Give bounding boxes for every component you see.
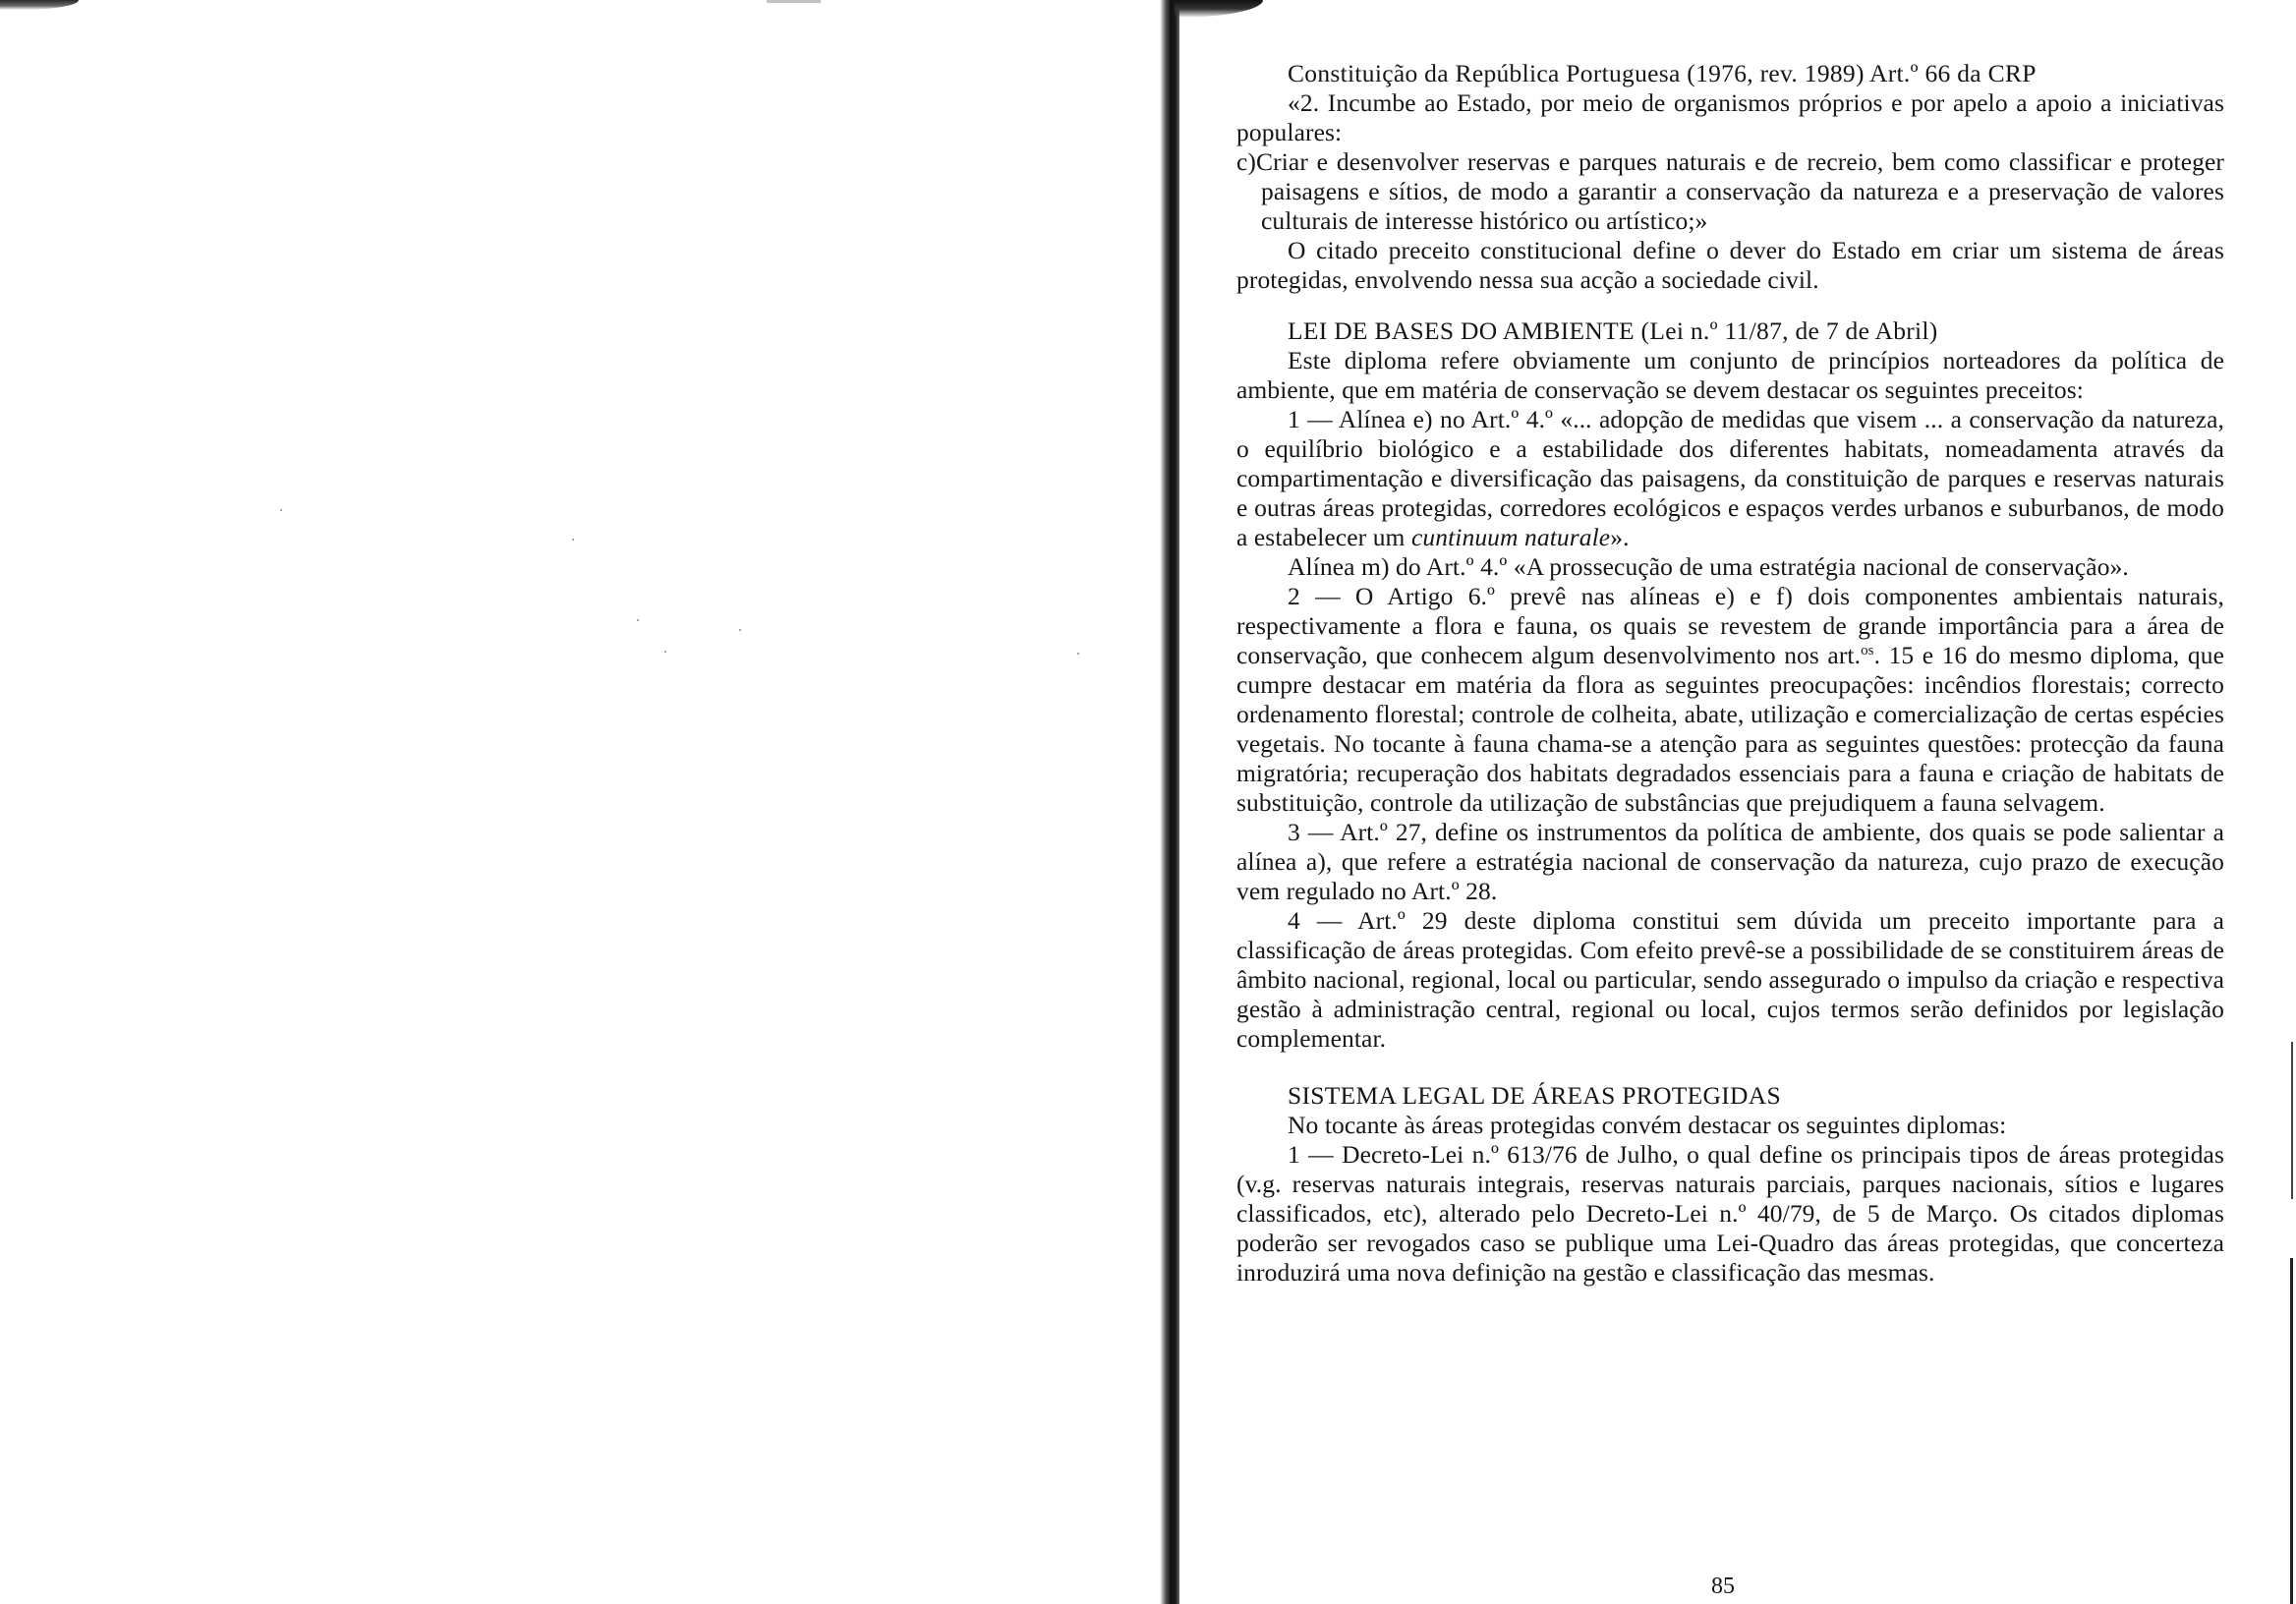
lba-item-2: [1236, 582, 2224, 818]
scan-speck: [637, 619, 639, 621]
lba-heading: LEI DE BASES DO AMBIENTE (Lei n.º 11/87, de 7 de Abril): [1288, 316, 1938, 345]
right-page-text: [1236, 59, 2224, 1288]
lba-item-1-text: 1 — Alínea e) no Art.º 4.º «... adopção de medidas que visem ... a conservação da natureza, o equilíbrio biológico e a estabilidade dos diferentes habitats, nomeadamenta através da compartimentação e diversificação das paisagens, da constituição de parques e reservas naturais e outras áreas protegidas, corredores ecológicos e espaços verdes urbanos e suburbanos, de modo a estabelecer um: [1236, 405, 2224, 551]
lba-item-1: [1236, 405, 2224, 552]
page-edge-shadow: [2290, 1258, 2293, 1604]
page-number: 85: [1711, 1574, 1735, 1599]
crp-commentary: O citado preceito constitucional define o dever do Estado em criar um sistema de áreas protegidas, envolvendo nessa sua acção a sociedade civil.: [1236, 236, 2224, 294]
lba-item-2-text: 2 — O Artigo 6.º prevê nas alíneas e) e f) dois componentes ambientais naturais, respectivamente a flora e fauna, os quais se revestem de grande importância para a área de conservação, que conhecem algum desenvolvimento nos art.: [1236, 582, 2224, 669]
scan-speck: [739, 629, 741, 631]
scan-speck: [572, 539, 574, 541]
scan-speck: [280, 509, 282, 511]
gutter-shadow: [1175, 0, 1263, 18]
section-gap: [1236, 295, 2224, 316]
page-corner-shadow: [0, 0, 79, 10]
page-edge-shadow: [2291, 1042, 2293, 1199]
book-gutter: [1160, 0, 1179, 1604]
scan-speck: [1077, 653, 1079, 655]
slap-item-1: 1 — Decreto-Lei n.º 613/76 de Julho, o qual define os principais tipos de áreas protegidas (v.g. reservas naturais integrais, reservas naturais parciais, parques nacionais, sítios e lugares classificados, etc), alterado pelo Decreto-Lei n.º 40/79, de 5 de Março. Os citados diplomas poderão ser revogados caso se publique uma Lei-Quadro das áreas protegidas, que concerteza inroduzirá uma nova definição na gestão e classificação das mesmas.: [1236, 1140, 2224, 1287]
lba-item-4: 4 — Art.º 29 deste diploma constitui sem dúvida um preceito importante para a classificação de áreas protegidas. Com efeito prevê-se a possibilidade de se constituirem áreas de âmbito nacional, regional, local ou particular, sendo assegurado o impulso da criação e respectiva gestão à administração central, regional ou local, cujos termos serão definidos por legislação complementar.: [1236, 906, 2224, 1053]
lba-item-2-sup: os: [1861, 643, 1874, 659]
slap-heading: SISTEMA LEGAL DE ÁREAS PROTEGIDAS: [1288, 1081, 1781, 1110]
scan-speck: [664, 651, 666, 653]
scan-speck: [767, 0, 821, 3]
section-gap: [1236, 1054, 2224, 1081]
lba-item-1b: Alínea m) do Art.º 4.º «A prossecução de uma estratégia nacional de conservação».: [1288, 552, 2129, 581]
lba-intro: Este diploma refere obviamente um conjunto de princípios norteadores da política de ambiente, que em matéria de conservação se devem destacar os seguintes preceitos:: [1236, 346, 2224, 404]
crp-heading: Constituição da República Portuguesa (1976, rev. 1989) Art.º 66 da CRP: [1288, 59, 2037, 87]
lba-item-1-end: ».: [1610, 523, 1630, 551]
lba-item-3: 3 — Art.º 27, define os instrumentos da política de ambiente, dos quais se pode salientar a alínea a), que refere a estratégia nacional de conservação da natureza, cujo prazo de execução vem regulado no Art.º 28.: [1236, 818, 2224, 905]
crp-quote-intro: «2. Incumbe ao Estado, por meio de organismos próprios e por apelo a apoio a iniciativas populares:: [1236, 88, 2224, 146]
crp-quote-item: c)Criar e desenvolver reservas e parques naturais e de recreio, bem como classificar e proteger paisagens e sítios, de modo a garantir a conservação da natureza e a preservação de valores culturais de interesse histórico ou artístico;»: [1236, 147, 2224, 235]
slap-intro: No tocante às áreas protegidas convém destacar os seguintes diplomas:: [1288, 1111, 2007, 1139]
lba-item-2-rest: . 15 e 16 do mesmo diploma, que cumpre destacar em matéria da flora as seguintes preocupações: incêndios florestais; correcto ordenamento florestal; controle de colheita, abate, utilização e comercialização de certas espécies vegetais. No tocante à fauna chama-se a atenção para as seguintes questões: protecção da fauna migratória; recuperação dos habitats degradados essenciais para a fauna e criação de habitats de substituição, controle da utilização de substâncias que prejudiquem a fauna selvagem.: [1236, 641, 2224, 817]
lba-item-1-italic: cuntinuum naturale: [1410, 523, 1611, 551]
